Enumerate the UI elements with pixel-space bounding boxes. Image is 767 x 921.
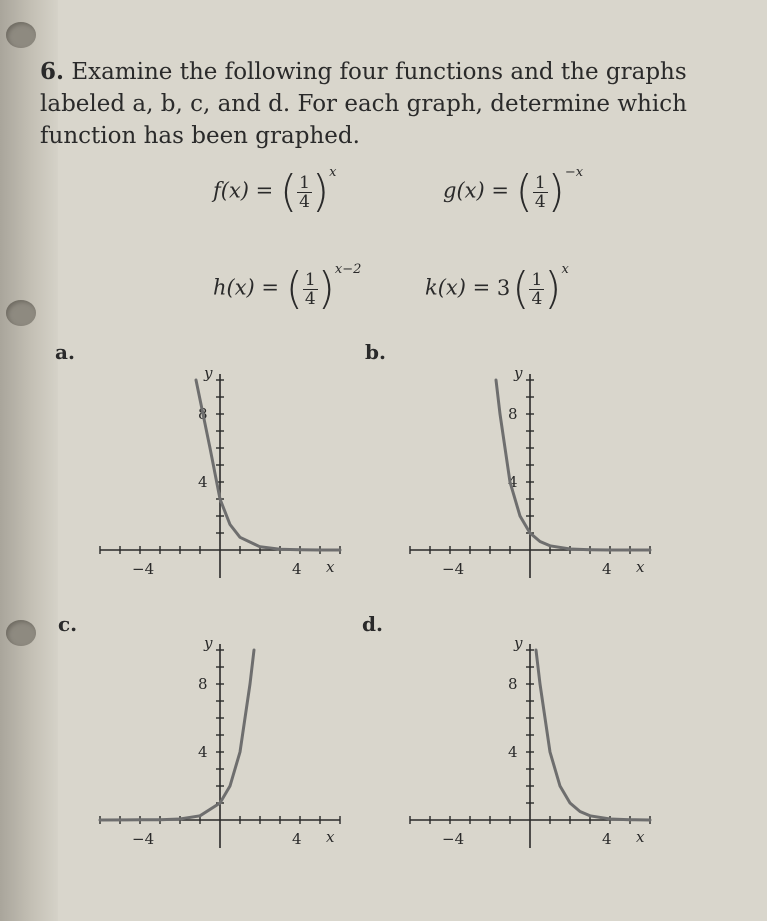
close-paren: ) bbox=[317, 263, 335, 314]
x-axis-label: x bbox=[636, 558, 645, 576]
y-axis-label: y bbox=[514, 364, 523, 382]
numerator: 1 bbox=[534, 172, 546, 193]
denominator: 4 bbox=[531, 288, 543, 309]
denominator: 4 bbox=[534, 191, 546, 212]
coefficient: 3 bbox=[496, 275, 511, 300]
y-tick-label: 8 bbox=[198, 405, 208, 423]
y-tick-label: 4 bbox=[508, 743, 518, 761]
graph-label-c: c. bbox=[58, 612, 78, 636]
x-tick-label: 4 bbox=[292, 560, 302, 578]
x-tick-label: −4 bbox=[132, 830, 155, 848]
fraction bbox=[297, 174, 312, 211]
open-paren: ( bbox=[515, 166, 533, 217]
y-tick-label: 8 bbox=[508, 405, 518, 423]
x-axis-label: x bbox=[326, 828, 335, 846]
x-axis-label: x bbox=[326, 558, 335, 576]
close-paren: ) bbox=[547, 166, 565, 217]
numerator: 1 bbox=[531, 269, 543, 290]
exponent: x−2 bbox=[334, 261, 362, 277]
exponent: −x bbox=[564, 164, 584, 180]
open-paren: ( bbox=[285, 263, 303, 314]
binder-hole bbox=[6, 22, 36, 48]
y-tick-label: 8 bbox=[508, 675, 518, 693]
close-paren: ) bbox=[544, 263, 562, 314]
x-tick-label: −4 bbox=[442, 830, 465, 848]
function-g-name: g(x) = bbox=[443, 178, 509, 203]
close-paren: ) bbox=[311, 166, 330, 217]
x-axis-label: x bbox=[636, 828, 645, 846]
open-paren: ( bbox=[512, 263, 530, 314]
function-h-name: h(x) = bbox=[213, 275, 280, 300]
problem-statement bbox=[40, 56, 760, 152]
graph-label-d: d. bbox=[362, 612, 383, 636]
graph-label-a: a. bbox=[55, 340, 75, 364]
function-curve bbox=[100, 650, 254, 820]
graph-b bbox=[390, 350, 650, 590]
graph-label-b: b. bbox=[365, 340, 386, 364]
denominator: 4 bbox=[304, 288, 316, 309]
fraction bbox=[533, 174, 548, 211]
denominator: 4 bbox=[299, 191, 310, 212]
problem-number: 6. bbox=[40, 58, 65, 85]
y-tick-label: 4 bbox=[198, 473, 208, 491]
function-f bbox=[213, 164, 337, 217]
fraction bbox=[529, 271, 544, 308]
binder-hole bbox=[6, 620, 36, 646]
graph-a bbox=[80, 350, 340, 590]
x-tick-label: −4 bbox=[132, 560, 155, 578]
function-h bbox=[213, 261, 362, 314]
y-tick-label: 4 bbox=[198, 743, 208, 761]
function-k-name: k(x) = bbox=[425, 275, 491, 300]
function-curve bbox=[536, 650, 650, 820]
x-tick-label: 4 bbox=[602, 830, 612, 848]
x-tick-label: 4 bbox=[602, 560, 612, 578]
y-axis-label: y bbox=[204, 634, 213, 652]
numerator: 1 bbox=[299, 172, 310, 193]
graph-c bbox=[80, 620, 340, 860]
y-axis-label: y bbox=[204, 364, 213, 382]
x-tick-label: 4 bbox=[292, 830, 302, 848]
y-tick-label: 8 bbox=[198, 675, 208, 693]
function-curve bbox=[496, 380, 650, 550]
exponent: x bbox=[329, 164, 337, 180]
graph-d bbox=[390, 620, 650, 860]
exponent: x bbox=[561, 261, 569, 277]
numerator: 1 bbox=[304, 269, 316, 290]
problem-text: Examine the following four functions and the graphs labeled a, b, c, and d. For each graph, determine which function has been graphed. bbox=[40, 59, 687, 149]
y-tick-label: 4 bbox=[508, 473, 518, 491]
y-axis-label: y bbox=[514, 634, 523, 652]
x-tick-label: −4 bbox=[442, 560, 465, 578]
open-paren: ( bbox=[279, 166, 298, 217]
fraction bbox=[303, 271, 318, 308]
function-f-name: f(x) = bbox=[213, 178, 274, 203]
function-g bbox=[443, 164, 584, 217]
binder-hole bbox=[6, 300, 36, 326]
function-k bbox=[425, 261, 569, 314]
